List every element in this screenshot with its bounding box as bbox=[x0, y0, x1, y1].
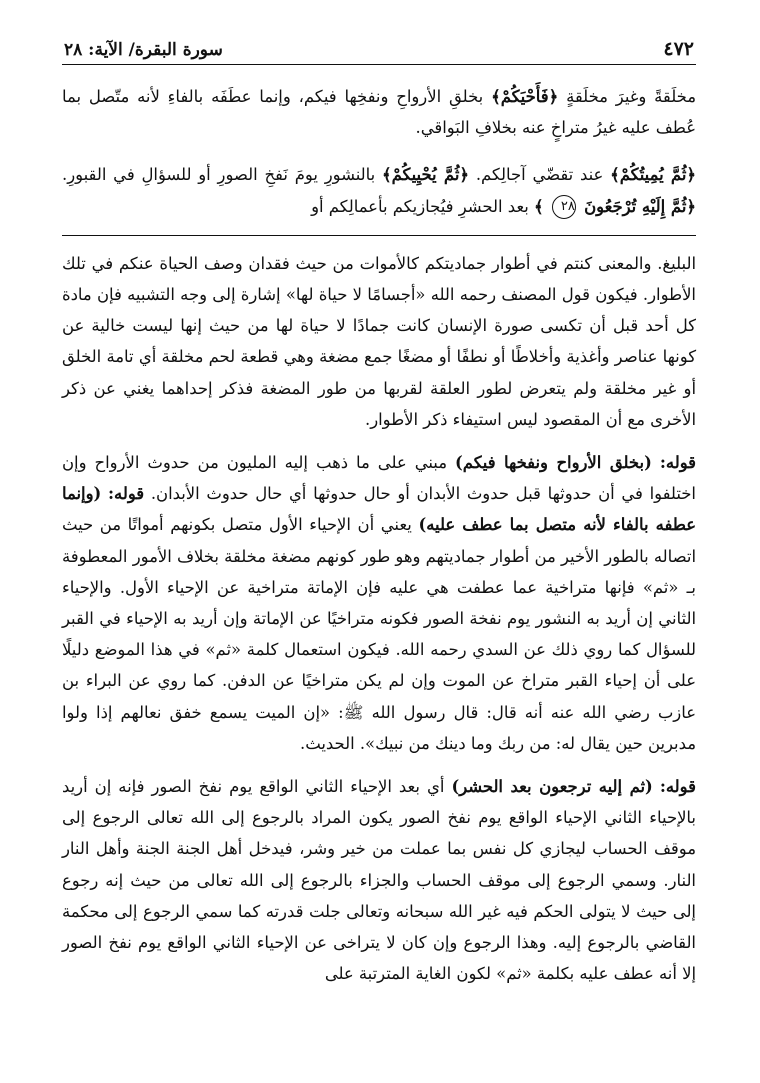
verse-number-badge: ٢٨ bbox=[552, 195, 576, 219]
note-text: أي بعد الإحياء الثاني الواقع يوم نفخ الصور فإنه إن أريد بالإحياء الثاني الإحياء الواقع يوم نفخ الصور يكون المراد بالرجوع إلى الله تعالى الرجوع إلى موقف الحساب ليجازي كل نفس بما عملت من خير وشر، فيدخل أهل الجنة الجنة وأهل النار النار. وسمي الرجوع إلى موقف الحساب والجزاء بالرجوع إلى الله تعالى من حيث إنه رجوع إلى حيث لا يتولى الحكم فيه غير الله سبحانه وتعالى جلت قدرته كما سمي الرجوع إلى محكمة القاضي بالرجوع إليه. وهذا الرجوع وإن كان لا يتراخى عن الإحياء الثاني الواقع يوم نفخ الصور إلا أنه عطف عليه بكلمة «ثم» لكون الغاية المترتبة على bbox=[62, 777, 696, 984]
tafsir-text: بالنشورِ يومَ نَفخِ الصورِ أو للسؤالِ في القبورِ. bbox=[62, 165, 376, 185]
quran-phrase: ﴿فَأَحْيَكُمْ﴾ bbox=[491, 87, 559, 106]
quran-phrase: ﴿ثُمَّ إِلَيْهِ تُرْجَعُونَ bbox=[584, 196, 696, 216]
page-number: ٤٧٢ bbox=[663, 38, 694, 60]
commentary-note-2 bbox=[62, 447, 696, 759]
note-keyword: (بخلق الأرواح ونفخها فيكم) bbox=[455, 453, 652, 473]
quran-phrase: ﴿ثُمَّ يُمِيتُكُمْ﴾ bbox=[610, 165, 697, 185]
commentary-note-3 bbox=[62, 771, 696, 989]
commentary-note-1 bbox=[62, 248, 696, 435]
note-text: البليغ. والمعنى كنتم في أطوار جماديتكم كالأموات من حيث فقدان وصف الحياة عنكم في تلك الأطوار. فيكون قول المصنف رحمه الله «أجسامًا لا حياة لها» إشارة إلى وجه التشبيه فإن مادة كل أحد قبل أن تكسى صورة الإنسان كانت جمادًا لا حياة لها من حيث إنها ليست خالية عن كونها عناصر وأغذية وأخلاطًا أو نطفًا أو مضغًا جمع مضغة وهي قطعة لحم مخلقة أي تامة الخلق أو غير مخلقة ولم يتعرض لطور العلقة لقربها من طور المضغة فذكر إحداهما يغني عن ذكر الأخرى مع أن المقصود ليس استيفاء ذكر الأطوار. bbox=[62, 253, 696, 429]
note-keyword: (ثم إليه ترجعون بعد الحشر) bbox=[451, 777, 653, 797]
note-label: قوله: bbox=[659, 777, 696, 797]
note-label: قوله: bbox=[107, 484, 145, 504]
quran-bracket: ﴾ bbox=[534, 196, 544, 216]
tafsir-text: عند تقضّي آجالِكم. bbox=[475, 165, 604, 185]
note-text: يعني أن الإحياء الأول متصل بكونهم أمواتًا من حيث اتصاله بالطور الأخير من أطوار جماديتهم وهو طور كونهم مضغة مخلقة بخلاف الأمور المعطوفة بـ «ثم» فإنها متراخية عما عطفت هي عليه فإن الإماتة متراخية عن الإحياء الأول. والإحياء الثاني إن أريد به النشور يوم نفخة الصور فكونه متراخيًا عن الإماتة وإن أريد به الإحياء في القبر للسؤال كما روي ذلك عن السدي رحمه الله. فيكون استعمال كلمة «ثم» في هذا الموضع دليلًا على أن إحياء القبر متراخ عن الموت وإن لم يكن متراخيًا عن الدفن. كما روي عن البراء بن عازب رضي الله عنه أنه قال: قال رسول الله ﷺ: «إن الميت يسمع خفق نعالهم إذا ولوا مدبرين حين يقال له: من ربك وما دينك من نبيك». الحديث. bbox=[62, 515, 696, 753]
tafsir-text: بخلقِ الأرواحِ ونفخِها فيكم، وإنما عطَفَه بالفاءِ لأنه متّصل بما عُطف عليه غيرُ متراخٍ عنه بخلافِ البَواقي. bbox=[62, 87, 696, 138]
quran-phrase: ﴿ثُمَّ يُحْيِيكُمْ﴾ bbox=[382, 165, 469, 185]
page bbox=[62, 30, 696, 989]
note-label: قوله: bbox=[659, 453, 696, 473]
tafsir-text: مخلَقةً وغيرَ مخلَقةٍ bbox=[566, 87, 696, 106]
tafsir-paragraph-1 bbox=[62, 81, 696, 143]
surah-title: سورة البقرة/ الآية: ٢٨ bbox=[64, 40, 223, 60]
tafsir-paragraph-2 bbox=[62, 159, 696, 221]
note-keyword: (وإنما عطفه بالفاء لأنه متصل بما عطف عليه) bbox=[62, 484, 696, 535]
tafsir-text: بعد الحشرِ فيُجازيكم بأعمالِكم أو bbox=[311, 196, 529, 216]
note-text: مبني على ما ذهب إليه المليون من حدوث الأرواح وإن اختلفوا في أن حدوثها قبل حدوث الأبدان أو حال حدوثها أي حال حدوث الأبدان. bbox=[62, 453, 696, 504]
footnote-divider bbox=[62, 235, 696, 236]
page-header bbox=[62, 30, 696, 65]
